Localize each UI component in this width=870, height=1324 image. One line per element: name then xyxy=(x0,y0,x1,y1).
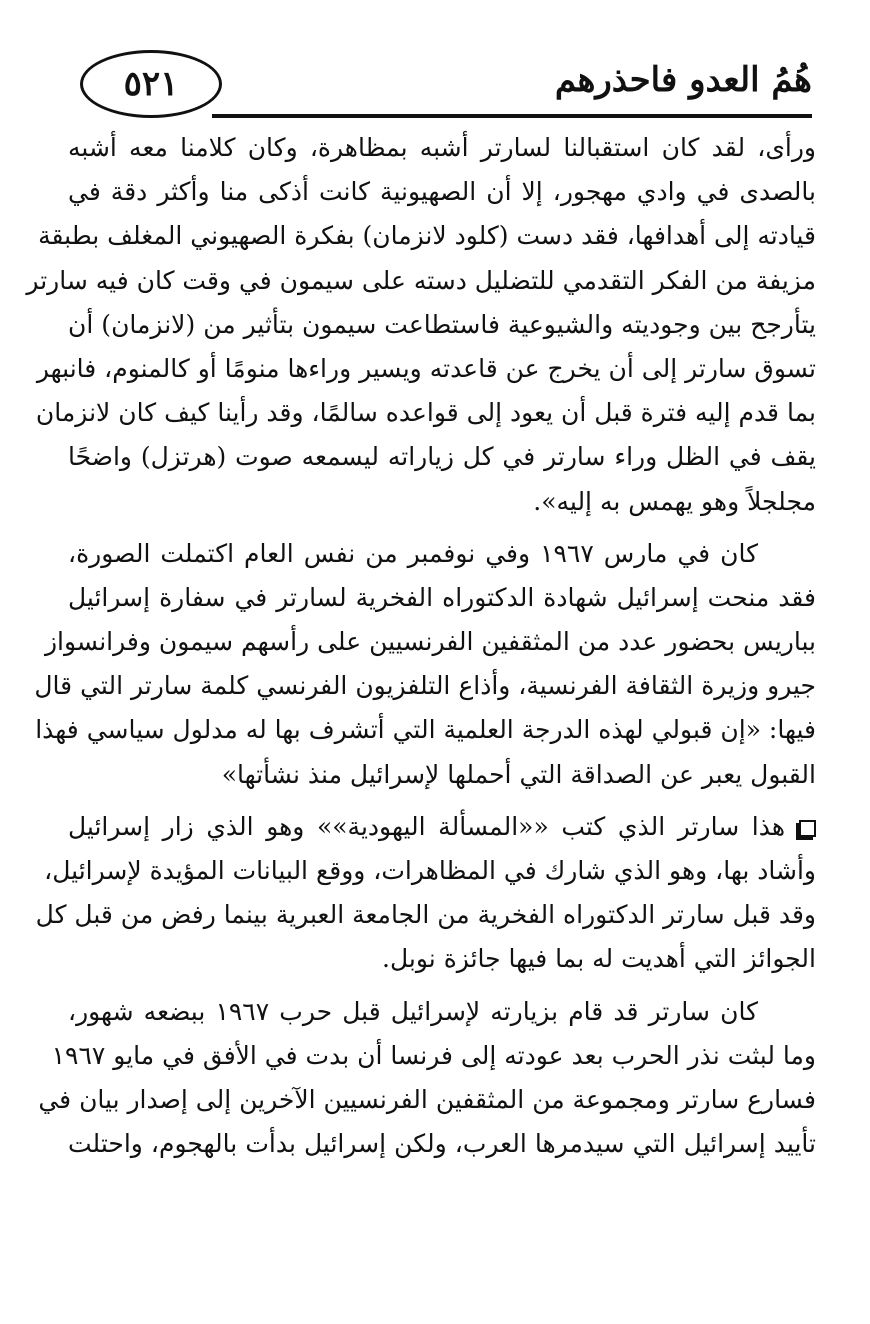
text-line-with-bullet xyxy=(68,805,816,849)
paragraph-2 xyxy=(34,532,816,797)
paragraph-4 xyxy=(38,990,816,1167)
text-line: مجلجلاً وهو يهمس به إليه». xyxy=(533,486,816,516)
running-title: هُمُ العدو فاحذرهم xyxy=(554,60,812,100)
text-line: فسارع سارتر ومجموعة من المثقفين الفرنسيين الآخرين إلى إصدار بيان في xyxy=(38,1084,816,1114)
text-line: جيرو وزيرة الثقافة الفرنسية، وأذاع التلفزيون الفرنسي كلمة سارتر التي قال xyxy=(34,671,816,701)
paragraph-gap xyxy=(68,797,816,805)
page-number: ٥٢١ xyxy=(80,50,222,118)
paragraph-gap xyxy=(68,524,816,532)
text-line: تأييد إسرائيل التي سيدمرها العرب، ولكن إسرائيل بدأت بالهجوم، واحتلت xyxy=(68,1129,816,1159)
text-line: بباريس بحضور عدد من المثقفين الفرنسيين على رأسهم سيمون وفرانسواز xyxy=(44,627,816,657)
body-text xyxy=(26,126,816,1166)
text-line: قيادته إلى أهدافها، فقد دست (كلود لانزمان) بفكرة الصهيوني المغلف بطبقة xyxy=(38,221,816,251)
text-line: يقف في الظل وراء سارتر في كل زياراته ليسمعه صوت (هرتزل) واضحًا xyxy=(68,442,816,472)
text-line: بما قدم إليه فترة قبل أن يعود إلى قواعده سالمًا، وقد رأينا كيف كان لانزمان xyxy=(35,398,816,428)
text-line: مزيفة من الفكر التقدمي للتضليل دسته على سيمون في وقت كان فيه سارتر xyxy=(26,265,816,295)
text-line: وقد قبل سارتر الدكتوراه الفخرية من الجامعة العبرية بينما رفض من قبل كل xyxy=(35,900,816,930)
text-line: تسوق سارتر إلى أن يخرج عن قاعدته ويسير وراءها منومًا أو كالمنوم، فانبهر xyxy=(36,353,816,383)
text-line: كان سارتر قد قام بزيارته لإسرائيل قبل حرب ١٩٦٧ ببضعه شهور، xyxy=(68,996,758,1026)
text-line: وأشاد بها، وهو الذي شارك في المظاهرات، ووقع البيانات المؤيدة لإسرائيل، xyxy=(44,856,816,885)
paragraph-gap xyxy=(68,982,816,990)
text-line: وما لبثت نذر الحرب بعد عودته إلى فرنسا أن بدت في الأفق في مايو ١٩٦٧ xyxy=(51,1040,816,1070)
bullet-text: هذا سارتر الذي كتب ««المسألة اليهودية»» وهو الذي زار إسرائيل xyxy=(68,811,785,841)
page-header xyxy=(72,40,812,122)
square-bullet-icon xyxy=(799,820,816,837)
text-line: القبول يعبر عن الصداقة التي أحملها لإسرائيل منذ نشأتها» xyxy=(221,759,816,789)
header-rule xyxy=(212,114,812,118)
text-line: يتأرجح بين وجوديته والشيوعية فاستطاعت سيمون بتأثير من (لانزمان) أن xyxy=(68,309,816,339)
text-line: بالصدى في وادي مهجور، إلا أن الصهيونية كانت أذكى منا وأكثر دقة في xyxy=(68,177,816,207)
text-line: كان في مارس ١٩٦٧ وفي نوفمبر من نفس العام اكتملت الصورة، xyxy=(68,538,758,568)
paragraph-1 xyxy=(26,126,816,524)
text-line: فقد منحت إسرائيل شهادة الدكتوراه الفخرية لسارتر في سفارة إسرائيل xyxy=(68,582,816,612)
text-line: فيها: «إن قبولي لهذه الدرجة العلمية التي أتشرف بها له مدلول سياسي فهذا xyxy=(35,715,816,745)
text-line: الجوائز التي أهديت له بما فيها جائزة نوبل. xyxy=(382,944,816,974)
paragraph-3 xyxy=(35,805,816,982)
text-line: ورأى، لقد كان استقبالنا لسارتر أشبه بمظاهرة، وكان كلامنا معه أشبه xyxy=(68,133,816,162)
